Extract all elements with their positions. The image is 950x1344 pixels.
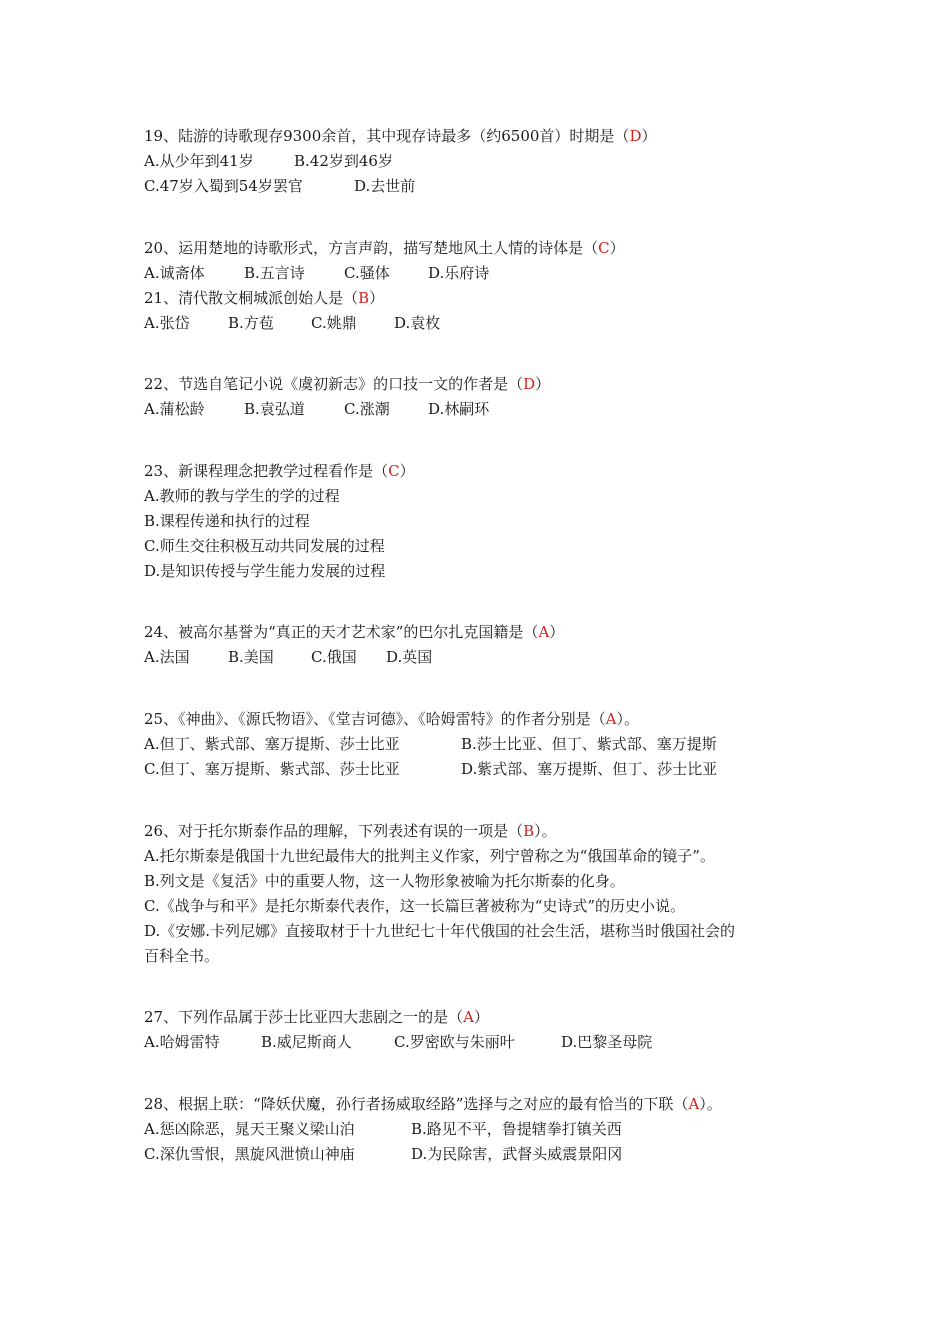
question-25-stem xyxy=(144,709,639,729)
option-d: D.英国 xyxy=(386,648,433,666)
option-c: C.骚体 xyxy=(344,264,390,282)
answer-letter: C xyxy=(598,239,610,257)
option-b: B.路见不平，鲁提辖拳打镇关西 xyxy=(411,1120,622,1138)
question-text: 23、新课程理念把教学过程看作是（ xyxy=(144,462,389,480)
option-a: A.蒲松龄 xyxy=(144,400,205,418)
question-text: 28、根据上联：“降妖伏魔，孙行者扬威取经路”选择与之对应的最有恰当的下联（ xyxy=(144,1095,689,1113)
option-d: D.林嗣环 xyxy=(428,400,490,418)
option-b: B.列文是《复活》中的重要人物，这一人物形象被喻为托尔斯泰的化身。 xyxy=(144,872,625,890)
option-a: A.哈姆雷特 xyxy=(144,1033,220,1051)
option-d: D.《安娜.卡列尼娜》直接取材于十九世纪七十年代俄国的社会生活，堪称当时俄国社会的 xyxy=(144,922,736,940)
question-text: ）。 xyxy=(616,710,639,728)
option-d: D.去世前 xyxy=(354,177,416,195)
question-text: ） xyxy=(535,375,551,393)
question-text: 21、清代散文桐城派创始人是（ xyxy=(144,289,359,307)
question-text: ）。 xyxy=(534,822,557,840)
question-19-stem xyxy=(144,126,656,146)
question-text: 20、运用楚地的诗歌形式，方言声韵，描写楚地风土人情的诗体是（ xyxy=(144,239,599,257)
question-text: ） xyxy=(369,289,385,307)
option-d: D.乐府诗 xyxy=(428,264,490,282)
question-28-stem xyxy=(144,1094,722,1114)
option-d: D.紫式部、塞万提斯、但丁、莎士比亚 xyxy=(461,760,718,778)
answer-letter: A xyxy=(538,623,550,641)
option-a: A.诚斋体 xyxy=(144,264,205,282)
answer-letter: A xyxy=(463,1008,474,1026)
option-b: B.42岁到46岁 xyxy=(294,152,393,170)
option-a: A.惩凶除恶，晁天王聚义梁山泊 xyxy=(144,1120,355,1138)
option-d: D.是知识传授与学生能力发展的过程 xyxy=(144,562,386,580)
question-text: ） xyxy=(641,127,657,145)
option-d: D.巴黎圣母院 xyxy=(561,1033,653,1051)
option-c: C.姚鼎 xyxy=(311,314,357,332)
option-d: D.袁枚 xyxy=(394,314,441,332)
question-text: 19、陆游的诗歌现存9300余首，其中现存诗最多（约6500首）时期是（ xyxy=(144,127,630,145)
question-text: ） xyxy=(609,239,625,257)
question-text: 26、对于托尔斯泰作品的理解，下列表述有误的一项是（ xyxy=(144,822,524,840)
question-23-stem xyxy=(144,461,415,481)
option-d-continuation: 百科全书。 xyxy=(144,947,220,965)
option-b: B.莎士比亚、但丁、紫式部、塞万提斯 xyxy=(461,735,717,753)
question-text: ） xyxy=(549,623,565,641)
question-24-stem xyxy=(144,622,564,642)
option-d: D.为民除害，武督头威震景阳冈 xyxy=(411,1145,623,1163)
option-b: B.袁弘道 xyxy=(244,400,305,418)
question-text: ）。 xyxy=(699,1095,722,1113)
option-a: A.托尔斯泰是俄国十九世纪最伟大的批判主义作家，列宁曾称之为“俄国革命的镜子”。 xyxy=(144,847,715,865)
answer-letter: A xyxy=(688,1095,700,1113)
answer-letter: D xyxy=(523,375,536,393)
option-c: C.涨潮 xyxy=(344,400,390,418)
answer-letter: B xyxy=(358,289,370,307)
question-27-stem xyxy=(144,1007,489,1027)
option-c: C.师生交往积极互动共同发展的过程 xyxy=(144,537,385,555)
option-b: B.美国 xyxy=(228,648,274,666)
question-text: ） xyxy=(473,1008,489,1026)
option-c: C.47岁入蜀到54岁罢官 xyxy=(144,177,303,195)
answer-letter: D xyxy=(629,127,642,145)
answer-letter: C xyxy=(388,462,400,480)
question-21-stem xyxy=(144,288,384,308)
question-26-stem xyxy=(144,821,557,841)
option-c: C.《战争与和平》是托尔斯泰代表作，这一长篇巨著被称为“史诗式”的历史小说。 xyxy=(144,897,686,915)
answer-letter: B xyxy=(523,822,535,840)
question-text: 22、节选自笔记小说《虞初新志》的口技一文的作者是（ xyxy=(144,375,524,393)
option-a: A.但丁、紫式部、塞万提斯、莎士比亚 xyxy=(144,735,400,753)
option-c: C.罗密欧与朱丽叶 xyxy=(394,1033,515,1051)
option-c: C.但丁、塞万提斯、紫式部、莎士比亚 xyxy=(144,760,400,778)
question-text: 24、被高尔基誉为“真正的天才艺术家”的巴尔扎克国籍是（ xyxy=(144,623,539,641)
question-text: 27、下列作品属于莎士比亚四大悲剧之一的是（ xyxy=(144,1008,464,1026)
option-b: B.威尼斯商人 xyxy=(261,1033,352,1051)
option-b: B.五言诗 xyxy=(244,264,305,282)
option-a: A.教师的教与学生的学的过程 xyxy=(144,487,340,505)
option-b: B.方苞 xyxy=(228,314,274,332)
option-a: A.张岱 xyxy=(144,314,190,332)
question-text: 25、《神曲》、《源氏物语》、《堂吉诃德》、《哈姆雷特》的作者分别是（ xyxy=(144,710,606,728)
question-text: ） xyxy=(399,462,415,480)
question-20-stem xyxy=(144,238,625,258)
option-c: C.深仇雪恨，黑旋风泄愤山神庙 xyxy=(144,1145,355,1163)
option-a: A.从少年到41岁 xyxy=(144,152,254,170)
option-a: A.法国 xyxy=(144,648,190,666)
question-22-stem xyxy=(144,374,550,394)
answer-letter: A xyxy=(605,710,617,728)
option-c: C.俄国 xyxy=(311,648,357,666)
option-b: B.课程传递和执行的过程 xyxy=(144,512,310,530)
